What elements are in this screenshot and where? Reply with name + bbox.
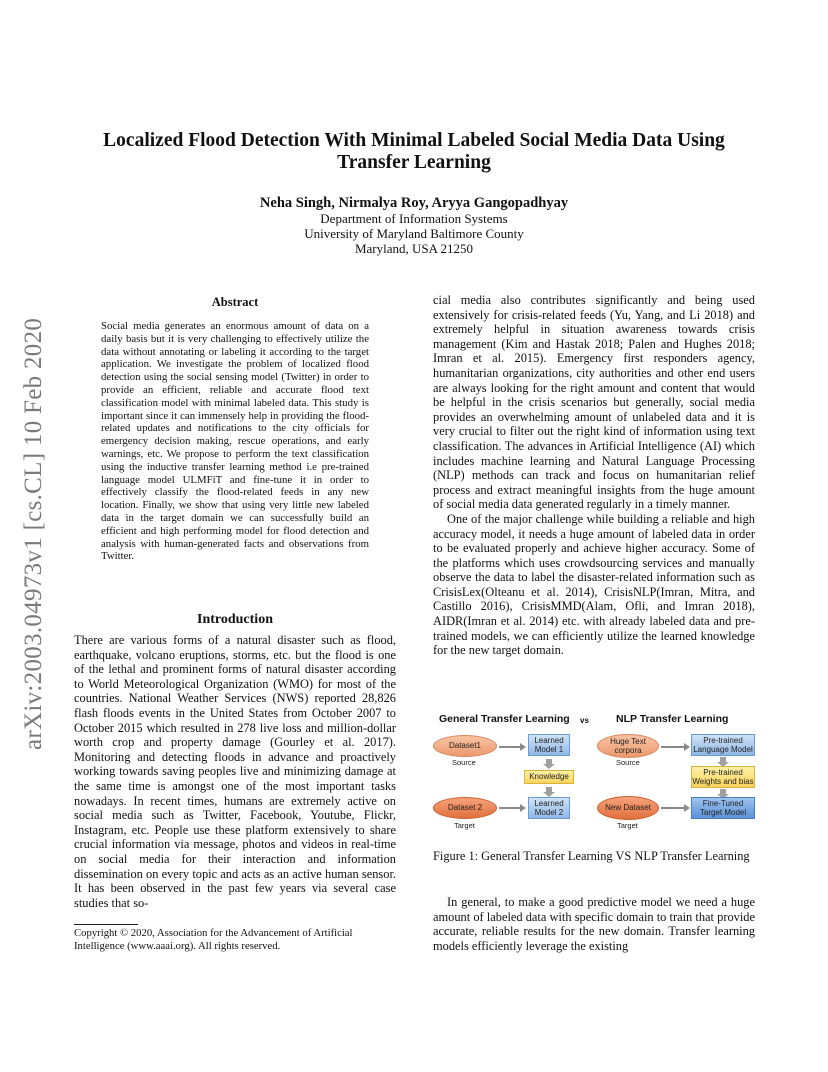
right-target-label: Target bbox=[617, 821, 638, 830]
arrow-down bbox=[720, 757, 726, 762]
figure-left-title: General Transfer Learning bbox=[439, 713, 570, 725]
left-target-label: Target bbox=[454, 821, 475, 830]
affiliation bbox=[0, 211, 828, 256]
arrow-right bbox=[661, 807, 685, 809]
figure-vs-label: vs bbox=[580, 716, 589, 725]
right-source-label: Source bbox=[616, 758, 640, 767]
pretrained-weights-node: Pre-trained Weights and bias bbox=[692, 767, 754, 786]
intro-paragraph-challenge: One of the major challenge while building a reliable and high accuracy model, it needs a huge amount of labeled data in order to be evaluated properly and achieve higher accuracy. Some of the platforms which uses crowdsourcing services and manually observe the data to label the disaster-related information such as CrisisLex(Olteanu et al. 2014), CrisisNLP(Imran, Mitra, and Castillo 2016), CrisisMMD(Alam, Ofli, and Imran 2018), AIDR(Imran et al. 2014) etc. with already labeled data and pre-trained models, we can efficiently utilize the learned knowledge for the new target domain. bbox=[433, 511, 755, 658]
introduction-right-column-bottom bbox=[433, 895, 755, 953]
pretrained-language-model-node: Pre-trained Language Model bbox=[691, 734, 755, 756]
arrow-right bbox=[661, 746, 685, 748]
abstract-heading: Abstract bbox=[211, 295, 259, 309]
huge-text-corpora-node: Huge Text corpora bbox=[597, 734, 659, 758]
affiliation-department: Department of Information Systems bbox=[320, 211, 508, 226]
footnote-rule bbox=[74, 924, 138, 925]
affiliation-university: University of Maryland Baltimore County bbox=[304, 226, 524, 241]
abstract-text: Social media generates an enormous amount of data on a daily basis but it is very challenging to effectively utilize the data without annotating or labeling it according to the target application. We investigate the problem of localized flood detection using the social sensing model (Twitter) in order to provide an efficient, reliable and accurate flood text classification model with minimal labeled data. This study is important since it can immensely help in providing the flood-related updates and notifications to the city officials for emergency decision making, rescue operations, and early warnings, etc. We propose to perform the text classification using the inductive transfer learning method i.e pre-trained language model ULMFiT and fine-tune it in order to effectively classify the flood-related feeds in any new location. Finally, we show that using very little new labeled data in the target domain we can successfully build an efficient and high performing model for flood detection and analysis with human-generated facts and observations from Twitter. bbox=[101, 320, 369, 563]
introduction-right-column bbox=[433, 293, 755, 658]
arrow-down bbox=[720, 789, 726, 794]
introduction-left-column bbox=[74, 633, 396, 910]
paper-title: Localized Flood Detection With Minimal Labeled Social Media Data Using Transfer Learning bbox=[103, 130, 725, 173]
arxiv-watermark: arXiv:2003.04973v1 [cs.CL] 10 Feb 2020 bbox=[20, 317, 47, 750]
knowledge-node: Knowledge bbox=[524, 770, 574, 784]
fine-tuned-target-model-node: Fine-Tuned Target Model bbox=[691, 797, 755, 819]
intro-paragraph-continued: cial media also contributes significantly and being used extensively for crisis-related feeds (Yu, Yang, and Li 2018) and extremely helpful in situation awareness towards crisis management (Kim and Hastak 2018; Palen and Hughes 2018; Imran et al. 2015). Emergency first responders agency, humanitarian organizations, city authorities and other end users are always looking for the right amount and content that would be helpful in the crisis scenarios but generally, social media provides an overwhelming amount of unlabeled data and it is very crucial to filter out the right kind of information using text classification. The advances in Artificial Intelligence (AI) which includes machine learning and Natural Language Processing (NLP) methods can track and focus on humanitarian relief process and extract meaningful insights from the huge amount of social media data generated regularly in a timely manner. bbox=[433, 293, 755, 512]
introduction-heading: Introduction bbox=[197, 612, 273, 627]
intro-paragraph-general: In general, to make a good predictive model we need a huge amount of labeled data with specific domain to train that provide accurate, reliable results for the new domain. Transfer learning models efficiently leverage the existing bbox=[433, 895, 755, 953]
copyright-footnote: Copyright © 2020, Association for the Advancement of Artificial Intelligence (www.aaai.org). All rights reserved. bbox=[74, 927, 353, 952]
arrow-right bbox=[499, 807, 521, 809]
paper-authors: Neha Singh, Nirmalya Roy, Aryya Gangopadhyay bbox=[259, 195, 569, 211]
learned-model-2-node: Learned Model 2 bbox=[528, 797, 570, 819]
dataset1-node: Dataset1 bbox=[433, 735, 497, 757]
figure-1-caption: Figure 1: General Transfer Learning VS NLP Transfer Learning bbox=[433, 849, 750, 863]
left-source-label: Source bbox=[452, 758, 476, 767]
figure-1-diagram bbox=[433, 710, 755, 835]
learned-model-1-node: Learned Model 1 bbox=[528, 734, 570, 756]
intro-paragraph: There are various forms of a natural disaster such as flood, earthquake, volcano eruptions, storms, etc. but the flood is one of the lethal and prominent forms of natural disaster according to World Meteorological Organization (WMO) for most of the countries. National Weather Services (NWS) reported 28,826 flash floods events in the United States from October 2007 to October 2015 which resulted in 278 live loss and million-dollar worth crop and property damage (Gourley et al. 2017). Monitoring and detecting floods in advance and proactively working towards saving peoples live and minimizing damage at the same time is amongst one of the most important tasks nowadays. In recent times, humans are extremely active on social media such as Twitter, Facebook, Youtube, Flickr, Instagram, etc. People use these platform extensively to share crucial information via message, photos and videos in real-time on social media for their interaction and information dissemination on every topic and acts as an active human sensor. It has been observed in the past few years via several case studies that so- bbox=[74, 633, 396, 910]
dataset2-node: Dataset 2 bbox=[433, 797, 497, 819]
arrow-down bbox=[546, 759, 552, 764]
affiliation-location: Maryland, USA 21250 bbox=[354, 241, 474, 256]
arrow-down bbox=[546, 787, 552, 792]
new-dataset-node: New Dataset bbox=[597, 796, 659, 820]
arrow-right bbox=[499, 746, 521, 748]
figure-right-title: NLP Transfer Learning bbox=[616, 713, 729, 725]
